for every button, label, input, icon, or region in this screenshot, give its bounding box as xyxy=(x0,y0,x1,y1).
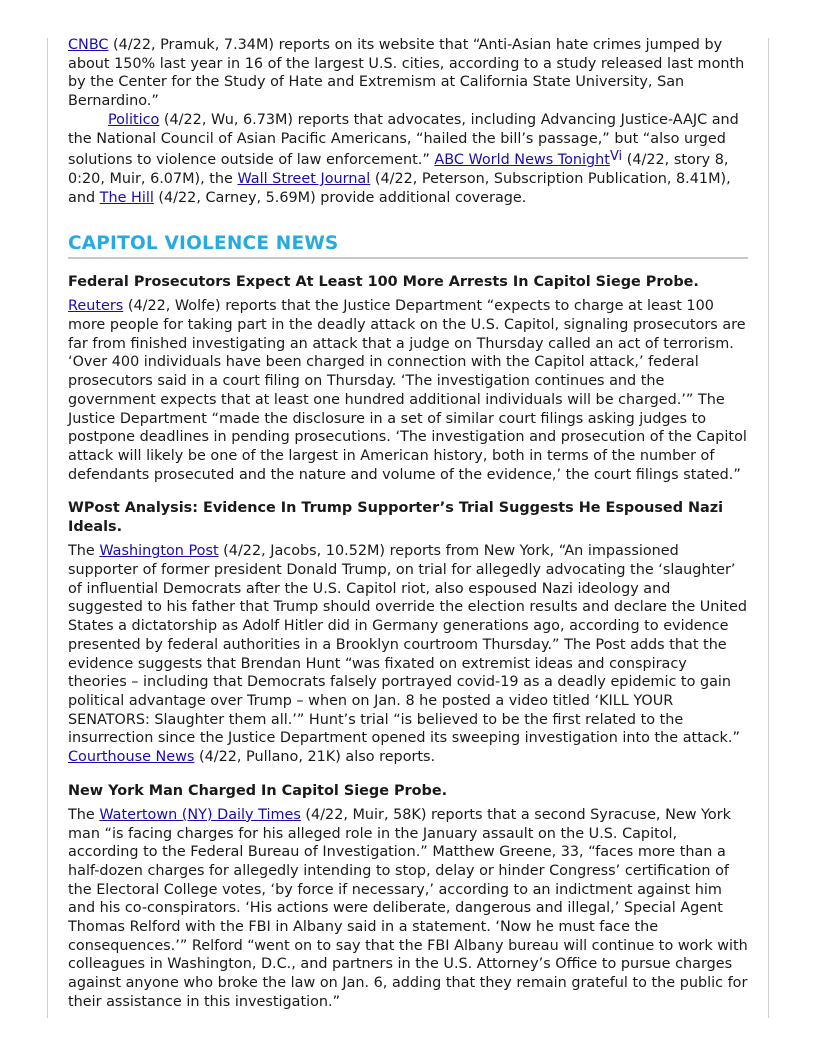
video-indicator[interactable]: Vi xyxy=(609,149,623,165)
article-lead: The xyxy=(68,806,100,823)
wsj-text: (4/22, Peterson, Subscription Publication, 8.41M), and xyxy=(68,170,731,206)
article-lead: The xyxy=(68,543,100,560)
cnbc-text: (4/22, Pramuk, 7.34M) reports on its website that “Anti-Asian hate crimes jumped by about 150% last year in 16 of the largest U.S. cities, according to a study released last month by the Center for the Study of Hate and Extremism at California State University, San Bernardino.” xyxy=(68,37,745,110)
cnbc-link[interactable]: CNBC xyxy=(68,37,109,53)
politico-text: (4/22, Wu, 6.73M) reports that advocates, including Advancing Justice-AAJC and the National Council of Asian Pacific Americans, “hailed the bill’s passage,” but “also urged solutions to violence outside of law enforcement.” xyxy=(68,111,739,169)
article-text: (4/22, Muir, 58K) reports that a second Syracuse, New York man “is facing charges for his alleged role in the January assault on the U.S. Capitol, according to the Federal Bureau of Investigation.” Matthew Greene, 33, “faces more than a half-dozen charges for allegedly intending to stop, delay or hinder Congress’ certification of the Electoral College votes, ‘by force if necessary,’ according to an indictment against him and his co-conspirators. ‘His actions were deliberate, dangerous and illegal,’ Special Agent Thomas Relford with the FBI in Albany said in a statement. ‘Now he must face the consequences.’” Relford “went on to say that the FBI Albany bureau will continue to work with colleagues in Washington, D.C., and partners in the U.S. Attorney’s Office to pursue charges against anyone who broke the law on Jan. 6, adding that they remain grateful to the public for their assistance in this investigation.” xyxy=(68,806,748,1010)
courthouse-news-link[interactable]: Courthouse News xyxy=(68,749,195,766)
article-wpost xyxy=(68,499,748,766)
page-border-right xyxy=(768,38,769,1018)
watertown-daily-times-link[interactable]: Watertown (NY) Daily Times xyxy=(99,806,301,823)
article-reuters xyxy=(68,273,748,484)
abc-text: (4/22, story 8, 0:20, Muir, 6.07M), the xyxy=(68,152,729,187)
reuters-link[interactable]: Reuters xyxy=(68,298,124,315)
article-body xyxy=(68,806,748,1012)
article-text: (4/22, Jacobs, 10.52M) reports from New York, “An impassioned supporter of former president Donald Trump, on trial for allegedly advocating the ‘slaughter’ of influential Democrats after the U.S. Capitol riot, also espoused Nazi ideology and suggested to his father that Trump should override the election results and declare the United States a dictatorship as Adolf Hitler did in Germany generations ago, according to evidence presented by federal authorities in a Brooklyn courtroom Thursday.” The Post adds that the evidence suggests that Brendan Hunt “was fixated on extremist ideas and conspiracy theories – including that Democrats falsely portrayed covid-19 as a deadly epidemic to gain political advantage over Trump – when on Jan. 8 he posted a video titled ‘KILL YOUR SENATORS: Slaughter them all.’” Hunt’s trial “is believed to be the first related to the insurrection since the Justice Department opened its sweeping investigation into the attack.” xyxy=(68,543,748,747)
article-watertown xyxy=(68,782,748,1012)
article-headline: Federal Prosecutors Expect At Least 100 More Arrests In Capitol Siege Probe. xyxy=(68,274,699,291)
cnbc-paragraph xyxy=(68,36,748,111)
abc-world-news-link[interactable]: ABC World News Tonight xyxy=(434,152,610,169)
article-text: (4/22, Wolfe) reports that the Justice Department “expects to charge at least 100 more people for taking part in the deadly attack on the U.S. Capitol, signaling prosecutors are far from finished investigating an attack that a judge on Thursday called an act of terrorism. ‘Over 400 individuals have been charged in connection with the Capitol attack,’ federal prosecutors said in a court filing on Thursday. ‘The investigation continues and the government expects that at least one hundred additional individuals will be charged.’” The Justice Department “made the disclosure in a set of similar court filings asking judges to postpone deadlines in pending prosecutions. ‘The investigation and prosecution of the Capitol attack will likely be one of the largest in American history, both in terms of the number of defendants prosecuted and the nature and volume of the evidence,’ the court filings stated.” xyxy=(68,298,747,483)
section-heading: CAPITOL VIOLENCE NEWS xyxy=(68,232,748,259)
document-body xyxy=(68,36,748,1012)
page-border-left xyxy=(47,38,48,1018)
the-hill-link[interactable]: The Hill xyxy=(99,189,154,206)
article-headline: WPost Analysis: Evidence In Trump Supporter’s Trial Suggests He Espoused Nazi Ideals. xyxy=(68,500,724,536)
article-body xyxy=(68,542,748,766)
article-headline: New York Man Charged In Capitol Siege Probe. xyxy=(68,782,448,799)
article-body xyxy=(68,297,748,484)
article-text-tail: (4/22, Pullano, 21K) also reports. xyxy=(194,749,436,766)
wsj-link[interactable]: Wall Street Journal xyxy=(237,170,371,187)
politico-link[interactable]: Politico xyxy=(108,111,160,128)
hill-text: (4/22, Carney, 5.69M) provide additional coverage. xyxy=(153,189,527,206)
washington-post-link[interactable]: Washington Post xyxy=(99,543,219,560)
politico-paragraph xyxy=(68,111,748,208)
